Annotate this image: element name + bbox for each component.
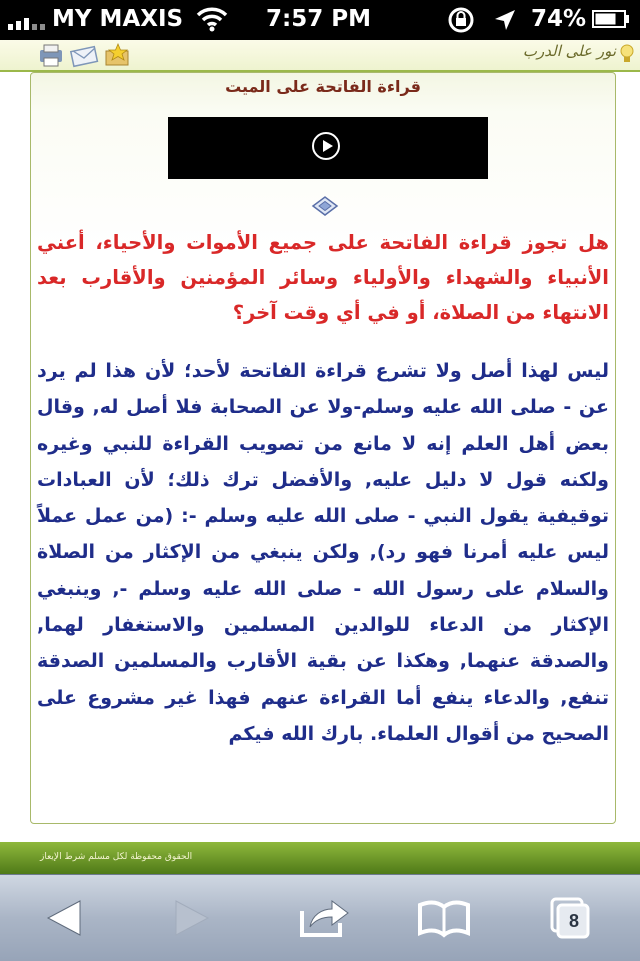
site-header <box>0 40 640 72</box>
signal-bars-icon <box>8 10 48 30</box>
share-icon[interactable] <box>294 893 354 943</box>
fatwa-panel <box>30 72 616 824</box>
play-icon[interactable] <box>312 132 340 160</box>
site-logo-text: نور على الدرب <box>522 42 616 60</box>
lightbulb-icon <box>620 44 634 64</box>
copyright-text: الحقوق محفوظة لكل مسلم شرط الإيعاز <box>40 852 193 862</box>
header-toolbar <box>38 42 134 68</box>
tabs-button[interactable] <box>546 893 606 943</box>
wifi-icon <box>196 6 228 32</box>
battery-icon <box>592 10 630 28</box>
clock: 7:57 PM <box>266 6 371 32</box>
favorite-star-icon[interactable] <box>106 44 128 65</box>
forward-icon[interactable] <box>160 893 220 943</box>
email-icon[interactable] <box>71 47 98 67</box>
bookmarks-icon[interactable] <box>414 893 474 943</box>
carrier-name: MY MAXIS <box>52 6 184 32</box>
rotation-lock-icon <box>447 7 475 33</box>
print-icon[interactable] <box>40 45 62 66</box>
question-text: هل تجوز قراءة الفاتحة على جميع الأموات والأحياء، أعني الأنبياء والشهداء والأولياء وسائر المؤمنين والأقارب بعد الانتهاء من الصلاة، أو في أي وقت آخر؟ <box>37 231 609 324</box>
download-disk-icon[interactable] <box>311 195 339 217</box>
status-bar <box>0 0 640 40</box>
site-footer <box>0 842 640 874</box>
location-arrow-icon <box>493 8 517 32</box>
answer-text: ليس لهذا أصل ولا تشرع قراءة الفاتحة لأحد؛ لأن هذا لم يرد عن - صلى الله عليه وسلم-ولا عن الصحابة فلا أصل له, وقال بعض أهل العلم إنه لا مانع من تصويب القراءة للنبي وغيره ولكنه قول لا دليل عليه, والأفضل ترك ذلك؛ لأن العبادات توقيفية يقول النبي - صلى الله عليه وسلم -: (من عمل عملاً ليس عليه أمرنا فهو رد), ولكن ينبغي من الإكثار من الصلاة والسلام على رسول الله - صلى الله عليه وسلم -, وينبغي الإكثار من الدعاء للوالدين المسلمين والاستغفار لهما, والصدقة عنهما, وهكذا عن بقية الأقارب والمسلمين الصدقة تنفع, والدعاء ينفع أما القراءة عنهم فهذا غير مشروع على الصحيح من أقوال العلماء. بارك الله فيكم <box>37 360 609 745</box>
tabs-count: 8 <box>568 911 579 931</box>
back-icon[interactable] <box>34 893 94 943</box>
fatwa-title: قراءة الفاتحة على الميت <box>225 77 421 96</box>
battery-percent: 74% <box>531 6 587 32</box>
browser-toolbar <box>0 874 640 961</box>
audio-player[interactable] <box>168 117 488 179</box>
